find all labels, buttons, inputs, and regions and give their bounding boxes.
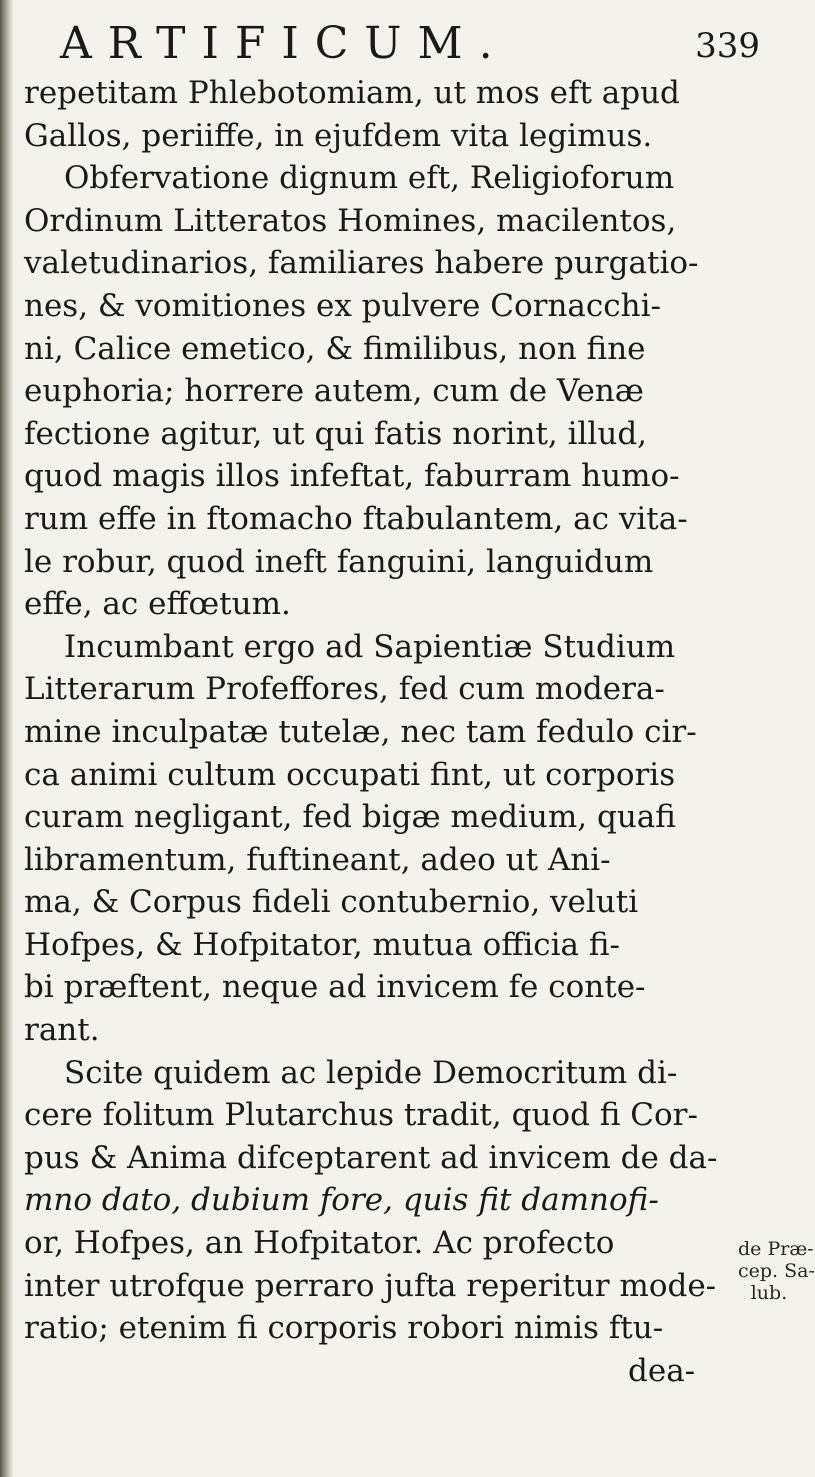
text-line: fectione agitur, ut qui fatis norint, illud, bbox=[24, 415, 648, 452]
text-line: dea- bbox=[628, 1352, 696, 1389]
text-line: Obfervatione dignum eft, Religioforum bbox=[64, 160, 675, 197]
text-line: repetitam Phlebotomiam, ut mos eft apud bbox=[24, 75, 680, 111]
text-line: euphoria; horrere autem, cum de Venæ bbox=[24, 373, 644, 410]
text-line: bi præftent, neque ad invicem fe conte- bbox=[24, 969, 646, 1006]
page-gutter-shadow bbox=[0, 0, 14, 1477]
body-text bbox=[24, 72, 730, 1392]
text-line: Gallos, periiffe, in ejufdem vita legimus. bbox=[24, 117, 653, 154]
text-line: nes, & vomitiones ex pulvere Cornacchi- bbox=[24, 287, 661, 324]
text-line: ca animi cultum occupati fint, ut corporis bbox=[24, 756, 676, 793]
text-line: or, Hofpes, an Hofpitator. Ac profecto bbox=[24, 1225, 615, 1262]
page-header bbox=[60, 14, 760, 74]
text-line: Scite quidem ac lepide Democritum di- bbox=[64, 1054, 678, 1091]
text-line: ma, & Corpus fideli contubernio, veluti bbox=[24, 884, 639, 921]
text-line: mno dato, dubium fore, quis fit damnofi- bbox=[24, 1182, 659, 1219]
text-line: Incumbant ergo ad Sapientiæ Studium bbox=[64, 628, 676, 665]
text-line: cere folitum Plutarchus tradit, quod fi Cor- bbox=[24, 1097, 698, 1134]
margin-note-line: cep. Sa- bbox=[738, 1260, 815, 1282]
page-number: 339 bbox=[695, 26, 760, 66]
text-line: effe, ac effœtum. bbox=[24, 586, 291, 623]
running-head: ARTIFICUM. bbox=[60, 18, 509, 69]
margin-note bbox=[738, 1238, 815, 1304]
text-line: Ordinum Litteratos Homines, macilentos, bbox=[24, 202, 677, 239]
text-line: rum effe in ftomacho ftabulantem, ac vita- bbox=[24, 500, 688, 537]
text-line: valetudinarios, familiares habere purgatio- bbox=[24, 245, 699, 282]
text-line: ni, Calice emetico, & fimilibus, non fine bbox=[24, 330, 646, 367]
text-line: inter utrofque perraro jufta reperitur mode- bbox=[24, 1267, 717, 1304]
text-line: mine inculpatæ tutelæ, nec tam fedulo cir- bbox=[24, 713, 697, 750]
text-line: Hofpes, & Hofpitator, mutua officia fi- bbox=[24, 926, 621, 963]
text-line: ratio; etenim fi corporis robori nimis ftu- bbox=[24, 1310, 664, 1347]
text-line: rant. bbox=[24, 1012, 100, 1049]
margin-note-line: de Præ- bbox=[738, 1238, 814, 1260]
text-line: pus & Anima difceptarent ad invicem de da- bbox=[24, 1139, 718, 1176]
text-line: libramentum, fuftineant, adeo ut Ani- bbox=[24, 841, 611, 878]
margin-note-line: lub. bbox=[750, 1282, 788, 1304]
text-line: Litterarum Profeffores, fed cum modera- bbox=[24, 671, 665, 708]
text-line: le robur, quod ineft fanguini, languidum bbox=[24, 543, 654, 580]
text-line: curam negligant, fed bigæ medium, quafi bbox=[24, 799, 676, 836]
text-line: quod magis illos infeftat, faburram humo- bbox=[24, 458, 680, 495]
